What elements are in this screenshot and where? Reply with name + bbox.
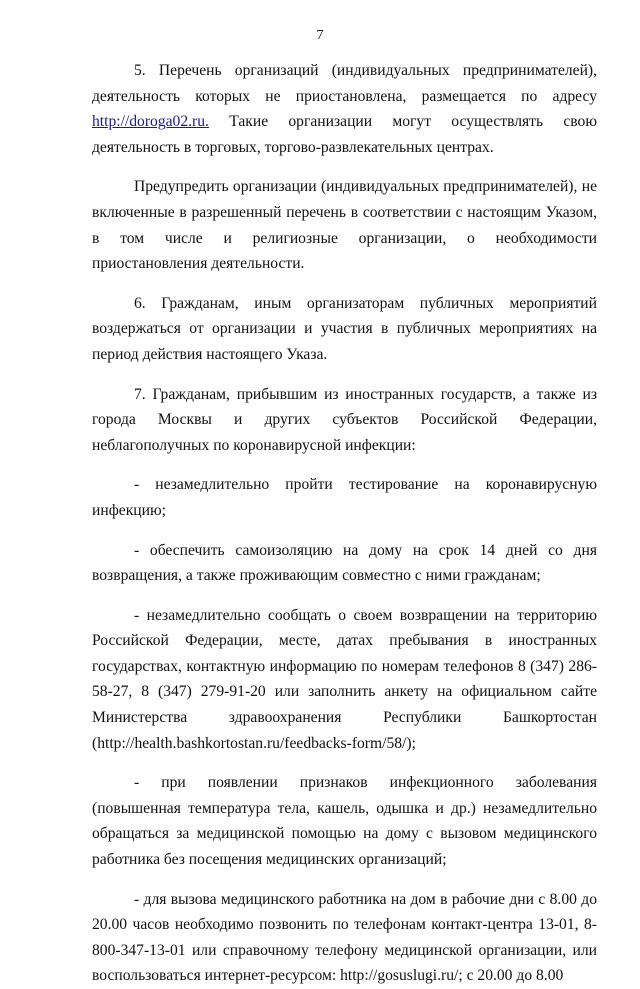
list-item-symptoms: - при появлении признаков инфекционного заболевания (повышенная температура тела, кашель, одышка и др.) незамедлительно обращаться за медицинской помощью на дому с вызовом медицинского работника без посещения медицинских организаций; xyxy=(92,774,597,869)
list-item-self-isolation: - обеспечить самоизоляцию на дому на срок 14 дней со дня возвращения, а также проживающим совместно с ними гражданам; xyxy=(92,541,597,585)
paragraph-5-text-b: Такие организации могут осуществлять свою деятельность в торговых, торгово-развлекательных центрах. xyxy=(92,113,597,156)
doroga-link[interactable]: http://doroga02.ru. xyxy=(92,113,209,131)
paragraph-5 xyxy=(92,58,597,160)
paragraph-6: 6. Гражданам, иным организаторам публичных мероприятий воздержаться от организации и участия в публичных мероприятиях на период действия настоящего Указа. xyxy=(92,294,597,363)
body-text xyxy=(92,58,597,989)
list-item-report-return: - незамедлительно сообщать о своем возвращении на территорию Российской Федерации, месте, датах пребывания в иностранных государствах, контактную информацию по номерам телефонов 8 (347) 286-58-27, 8 (347) 279-91-20 или заполнить анкету на официальном сайте Министерства здравоохранения Республики Башкортостан (http://health.bashkortostan.ru/feedbacks-form/58/); xyxy=(92,606,597,752)
paragraph-7: 7. Гражданам, прибывшим из иностранных государств, а также из города Москвы и других субъектов Российской Федерации, неблагополучных по коронавирусной инфекции: xyxy=(92,385,597,454)
list-item-testing: - незамедлительно пройти тестирование на коронавирусную инфекцию; xyxy=(92,476,597,519)
list-item-call-doctor: - для вызова медицинского работника на дом в рабочие дни с 8.00 до 20.00 часов необходимо позвонить по телефонам контакт-центра 13-01, 8-800-347-13-01 или справочному телефону медицинской организации, или воспользоваться интернет-ресурсом: http://gosuslugi.ru/; с 20.00 до 8.00 xyxy=(92,890,597,985)
paragraph-5-notice: Предупредить организации (индивидуальных предпринимателей), не включенные в разрешенный перечень в соответствии с настоящим Указом, в том числе и религиозные организации, о необходимости приостановления деятельности. xyxy=(92,178,597,273)
paragraph-5-text-a: 5. Перечень организаций (индивидуальных предпринимателей), деятельность которых не приостановлена, размещается по адресу xyxy=(92,62,597,105)
page-number: 7 xyxy=(316,28,324,43)
